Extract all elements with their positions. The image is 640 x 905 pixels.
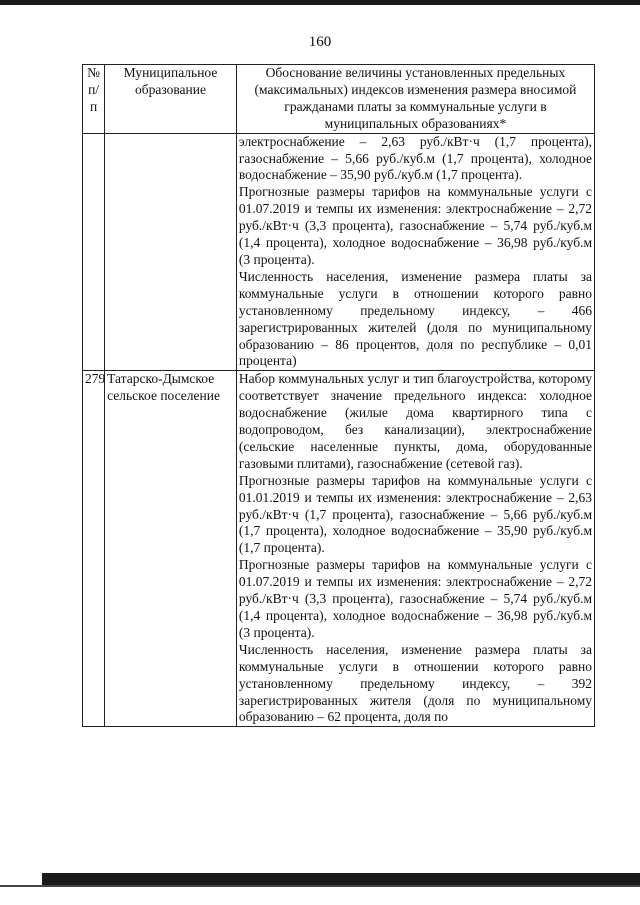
table-header-row [83,65,595,134]
row-num: 279 [83,371,105,727]
scan-border-top [0,0,640,5]
tariff-table [82,64,595,727]
row-justification [236,133,594,371]
header-justification: Обоснование величины установленных предельных (максимальных) индексов изменения размера вносимой гражданами платы за коммунальные услуги в муниципальных образованиях* [236,65,594,134]
paragraph: Прогнозные размеры тарифов на коммунальные услуги с 01.01.2019 и темпы их изменения: электроснабжение – 2,63 руб./кВт·ч (1,7 процента), газоснабжение – 5,66 руб./куб.м (1,7 процента), холодное водоснабжение – 35,90 руб./куб.м (1,7 процента). [238,472,592,556]
row-municipality: Татарско-Дымское сельское поселение [105,371,237,727]
paragraph: электроснабжение – 2,63 руб./кВт·ч (1,7 процента), газоснабжение – 5,66 руб./куб.м (1,7 процента), холодное водоснабжение – 35,90 руб./куб.м (1,7 процента). [238,133,592,183]
scan-border-bottom [42,873,640,885]
page-number: 160 [308,34,332,50]
row-municipality [105,133,237,371]
scan-border-bottom-line [0,885,640,887]
table-row [83,133,595,371]
paragraph: Численность населения, изменение размера платы за коммунальные услуги в отношении которого равно установленному предельному индексу, – 392 зарегистрированных жителя (доля по муниципальному образованию – 62 процента, доля по [238,641,592,725]
header-num: № п/п [83,65,105,134]
paragraph: Прогнозные размеры тарифов на коммунальные услуги с 01.07.2019 и темпы их изменения: электроснабжение – 2,72 руб./кВт·ч (3,3 процента), газоснабжение – 5,74 руб./куб.м (1,4 процента), холодное водоснабжение – 36,98 руб./куб.м (3 процента). [238,184,592,267]
row-justification [236,371,594,727]
paragraph: Набор коммунальных услуг и тип благоустройства, которому соответствует значение предельного индекса: холодное водоснабжение (жилые дома квартирного типа с водопроводом, без канализации), электроснабжение (сельские населенные пункты, дома, оборудованные газовыми плитами), газоснабжение (сетевой газ). [238,371,592,471]
header-municipality: Муниципальное образование [105,65,237,134]
row-num [83,133,105,371]
paragraph: Численность населения, изменение размера платы за коммунальные услуги в отношении которого равно установленному предельному индексу, – 466 зарегистрированных жителей (доля по муниципальному образованию – 86 процентов, доля по республике – 0,01 процента) [238,268,592,369]
table-row [83,371,595,727]
paragraph: Прогнозные размеры тарифов на коммунальные услуги с 01.07.2019 и темпы их изменения: электроснабжение – 2,72 руб./кВт·ч (3,3 процента), газоснабжение – 5,74 руб./куб.м (1,4 процента), холодное водоснабжение – 36,98 руб./куб.м (3 процента). [238,557,592,640]
